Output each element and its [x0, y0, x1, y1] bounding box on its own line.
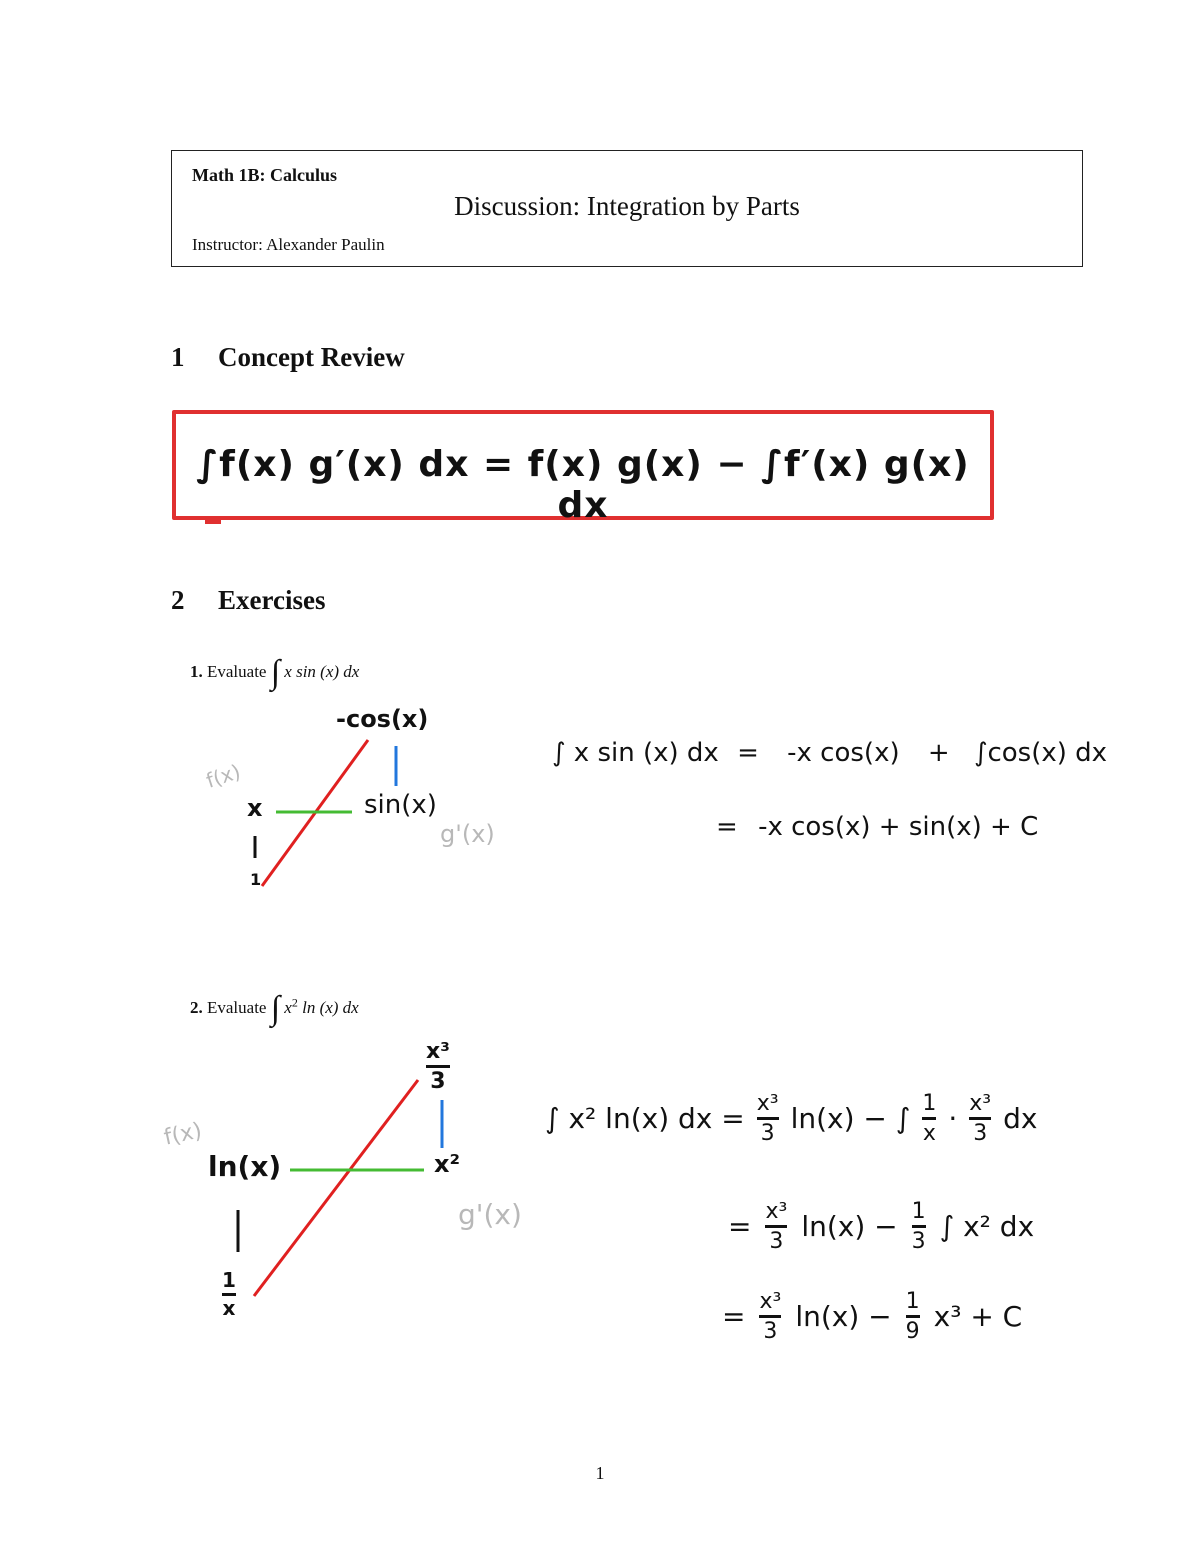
integral-sign-icon: ∫: [270, 990, 281, 1027]
frac-num: 1: [905, 1289, 920, 1314]
ex2-f-prime: [222, 1270, 236, 1319]
frac-den: 3: [973, 1121, 988, 1147]
frac-den: 3: [763, 1319, 778, 1345]
ex2-line2-frac: [765, 1200, 787, 1253]
exercise-2-prompt: [190, 984, 359, 1027]
ex2-line1-frac2: [922, 1092, 936, 1145]
ex1-solution-line-2: [716, 812, 1038, 842]
ex1-g-prime-value: sin(x): [364, 790, 437, 820]
ex2-line1-frac: [757, 1092, 779, 1145]
section-1-number: 1: [171, 342, 185, 372]
frac-num: x³: [969, 1091, 992, 1116]
exercise-1-verb: Evaluate: [207, 662, 267, 681]
frac-den: 9: [905, 1319, 920, 1345]
fraction-bar: [757, 1117, 779, 1120]
fraction-bar: [426, 1065, 450, 1068]
ex1-line1-lhs: ∫ x sin (x) dx: [552, 738, 719, 768]
integral-sign-icon: ∫: [270, 654, 281, 691]
ex2-solution-line-1: [545, 1092, 1037, 1145]
frac-num: 1: [911, 1199, 926, 1224]
fraction-bar: [969, 1117, 991, 1120]
ex1-line2-rhs: -x cos(x) + sin(x) + C: [758, 812, 1039, 842]
page-number: 1: [595, 1463, 605, 1483]
ex2-line3-eq: =: [722, 1300, 746, 1334]
ex1-gprime-label: g'(x): [440, 820, 495, 848]
ex2-solution-line-2: [728, 1200, 1034, 1253]
exercise-2-verb: Evaluate: [207, 998, 267, 1017]
exercise-1-number: 1.: [190, 662, 203, 681]
frac-den: 3: [769, 1229, 784, 1255]
fraction-bar: [922, 1117, 936, 1120]
exercise-2-number: 2.: [190, 998, 203, 1017]
ex2-line3-end: x³ + C: [933, 1300, 1023, 1334]
exercise-2-integrand-base: x: [284, 998, 292, 1017]
ex2-line1-end: dx: [1003, 1102, 1038, 1136]
ex1-f-prime: 1: [250, 870, 262, 889]
instructor-name: Instructor: Alexander Paulin: [192, 235, 385, 254]
ex1-solution-line-1: [552, 738, 1107, 768]
ex1-line1-rhs-b: ∫cos(x) dx: [973, 738, 1108, 768]
ex2-g-den: 3: [430, 1069, 446, 1095]
ex1-line1-eq: =: [737, 738, 759, 768]
ex2-line3-frac2: [906, 1290, 920, 1343]
ex1-line2-eq: =: [716, 812, 738, 842]
frac-den: x: [922, 1121, 936, 1147]
ex2-line3-mid: ln(x) −: [795, 1300, 892, 1334]
frac-num: x³: [756, 1091, 779, 1116]
document-title: Discussion: Integration by Parts: [454, 191, 800, 221]
exercise-2-integrand-exp: 2: [291, 995, 298, 1010]
frac-den: 3: [911, 1229, 926, 1255]
ex1-line1-rhs-a: -x cos(x): [787, 738, 900, 768]
ex2-line1-mid: ln(x) − ∫: [790, 1102, 911, 1136]
ex2-f-label: f(x): [161, 1118, 205, 1151]
ex2-line2-mid: ln(x) −: [801, 1210, 898, 1244]
section-2-number: 2: [171, 585, 185, 615]
ex1-f-label: f(x): [203, 759, 244, 793]
frac-num: x³: [759, 1289, 782, 1314]
fraction-bar: [759, 1315, 781, 1318]
ex1-f-value: x: [247, 794, 263, 822]
ex2-f-value: ln(x): [208, 1150, 282, 1183]
exercise-1-integrand: x sin (x) dx: [284, 662, 360, 681]
ex2-line2-eq: =: [728, 1210, 752, 1244]
fraction-bar: [765, 1225, 787, 1228]
frac-num: x³: [765, 1199, 788, 1224]
integration-by-parts-formula: ∫f(x) g′(x) dx = f(x) g(x) − ∫f′(x) g(x) dx: [196, 444, 970, 526]
ex2-g-prime-value: x²: [434, 1150, 460, 1178]
ex2-line1-frac3: [969, 1092, 991, 1145]
ex1-g-value: -cos(x): [336, 705, 429, 733]
section-1-title: Concept Review: [218, 342, 405, 372]
ex2-g-num: x³: [426, 1039, 450, 1064]
ex2-line3-frac: [759, 1290, 781, 1343]
ex2-gprime-label: g'(x): [458, 1198, 522, 1231]
frac-den: 3: [760, 1121, 775, 1147]
ex2-f-prime-num: 1: [222, 1268, 236, 1292]
ex1-line1-plus: +: [927, 738, 950, 768]
section-2-title: Exercises: [218, 585, 326, 615]
ex2-g-value: [426, 1040, 450, 1093]
frac-num: 1: [922, 1091, 937, 1116]
ex2-solution-line-3: [722, 1290, 1022, 1343]
ex2-line2-end: ∫ x² dx: [939, 1210, 1035, 1244]
course-name: Math 1B: Calculus: [192, 165, 338, 185]
ex2-line1-lhs: ∫ x² ln(x) dx =: [545, 1102, 745, 1136]
ex2-line2-frac2: [912, 1200, 926, 1253]
ex2-line1-dot: ·: [948, 1102, 958, 1136]
exercise-2-integrand-rest: ln (x) dx: [297, 998, 359, 1017]
ex2-f-prime-den: x: [222, 1296, 236, 1320]
fraction-bar: [912, 1225, 926, 1228]
ex2-red-line: [254, 1080, 418, 1296]
fraction-bar: [906, 1315, 920, 1318]
